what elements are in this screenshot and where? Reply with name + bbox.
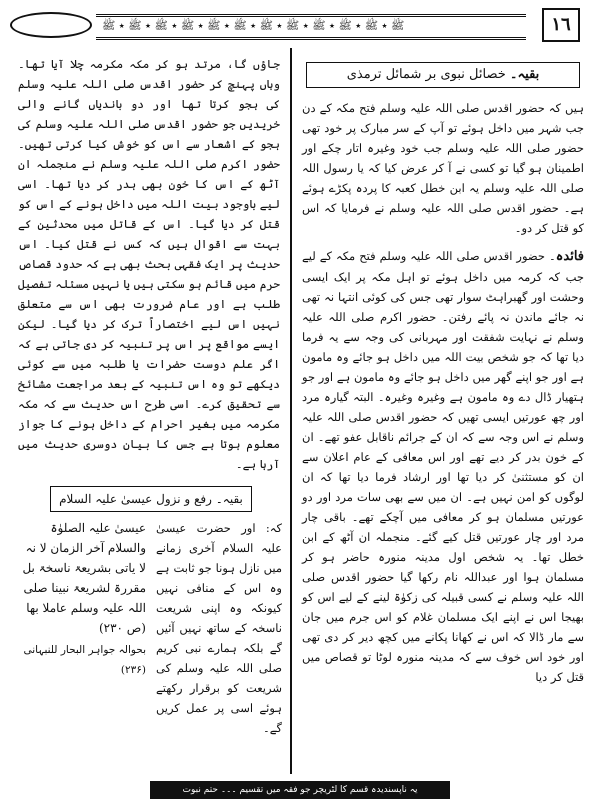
right-paragraph-2: ۔ حضور اقدس صلی اللہ علیہ وسلم فتح مکہ کے لیے جب کہ کرمہ میں داخل ہوئے تو اہل مکہ پر ایک ایسی وحشت اور گھبراہٹ سوار تھی جس کی کوئی انتہا نہ تھی نہ جائے ماندن نہ پائے رفتن۔ حضور اکرم صلی اللہ علیہ وسلم نے نہایت شفقت اور مہربانی کی وجہ سے یہ فرما دیا تھا کہ جو شخص بیت اللہ میں داخل ہو جائے وہ مامون ہے اور جو اپنے گھر میں داخل ہو جائے وہ مامون ہے اور جو ہتھیار ڈال دے وہ مامون ہے وغیرہ وغیرہ۔ البتہ گیارہ مرد اور چھ عورتیں ایسی تھیں کہ حضور اقدس صلی اللہ علیہ وسلم نے اس وجہ سے کہ ان کے جرائم ناقابل عفو تھے۔ ان کے خون بدر کر دیے تھے اور اس معافی کے عام اعلان سے ان کو مستثنیٰ کر دیا تھا اور ارشاد فرما دیا تھا کہ ان لوگوں کو امن نہیں ہے۔ ان میں سے بھی سات مرد اور دو عورتیں مسلمان ہو کر معافی میں آچکے تھے۔ باقی چار مرد اور چار عورتیں قتل کیے گئے۔ منجملہ ان آٹھ کے ابن خطل تھا۔ یہ شخص اول مدینہ منورہ حاضر ہو کر مسلمان ہوا اور عبداللہ نام رکھا گیا حضور اقدس صلی اللہ علیہ وسلم نے کسی قبیلہ کی زکوٰۃ لینے کے لیے اس کو بھیجا اس نے اپنے ایک مسلمان غلام کو اس جرم میں جان سے مار ڈالا کہ اس نے کھانا پکانے میں کچھ دیر کر دی تھی اور خود اس خوف سے کہ مدینہ منورہ لوٹا تو قصاص میں قتل کر دیا (302, 249, 584, 684)
right-column (302, 54, 584, 687)
header-oval-ornament (10, 12, 92, 38)
column-divider (290, 48, 292, 774)
right-box-heading (306, 62, 580, 88)
page-frame (6, 6, 582, 776)
heading-title: خصائل نبوی بر شمائل ترمذی (346, 67, 506, 82)
page-number: ١٦ (542, 8, 580, 42)
bottom-urdu-text: کہ: اور حضرت عیسیٰ علیہ السلام آخری زمانے میں نازل ہونا جو ثابت ہے وہ اس کے منافی نہیں کیونکہ وہ اپنی شریعت ناسخہ کے ساتھ نہیں آئیں گے بلکہ ہمارے نبی کریم صلی اللہ علیہ وسلم کی شریعت کو برقرار رکھتے ہوئے اسی پر عمل کریں گے۔ (156, 521, 282, 735)
arabic-quote: عیسیٰ علیہ الصلوٰۃ والسلام آخر الزمان لا نہ لا یاتی بشریعۃ ناسخۃ بل مقررۃ لشریعۃ نبینا صلی اللہ علیہ وسلم عاملا بھا (ص ۲۳۰) (22, 521, 146, 635)
bottom-arabic-block (16, 518, 146, 680)
left-bottom-section (16, 518, 282, 735)
fawaid-label: فائدہ (555, 249, 584, 264)
footer-banner: یہ ناپسندیدہ قسم کا لٹریچر جو فقہ میں تقسیم ۔۔۔ حتم نبوت (150, 781, 450, 799)
left-column (18, 54, 280, 474)
heading-lead: بقیہ۔ (509, 67, 540, 82)
right-paragraph-1: ہیں کہ حضور اقدس صلی اللہ علیہ وسلم فتح مکہ کے دن جب شہر میں داخل ہوئے تو آپ کے سر مبارک پر خود تھی حضور صلی اللہ علیہ وسلم جب خود وغیرہ اتار چکے اور اطمینان ہو گیا تو کسی نے آ کر عرض کیا کہ یا رسول اللہ صلی اللہ علیہ وسلم یہ ابن خطل کعبہ کا پردہ پکڑے ہوئے ہے۔ حضور اقدس صلی اللہ علیہ وسلم نے فرمایا کہ اس کو قتل کر دو۔ (302, 101, 584, 235)
ornament-text: ﷺ ٭ ﷺ ٭ ﷺ ٭ ﷺ ٭ ﷺ ٭ ﷺ ٭ ﷺ ٭ ﷺ ٭ ﷺ ٭ ﷺ ٭ ﷺ ٭ ﷺ (102, 19, 405, 32)
left-paragraph-1: جاؤں گا، مرتد ہو کر مکہ مکرمہ چلا آیا تھا۔ وہاں پہنچ کر حضور اقدس صلی اللہ علیہ وسلم کی ہجو کرتا تھا اور دو باندیاں گانے والی خریدیں جو حضور اقدس صلی اللہ علیہ وسلم کی ہجو کے اشعار سے اس کو خوش کیا کرتی تھیں۔ حضور اکرم صلی اللہ علیہ وسلم نے منجملہ ان آٹھ کے اس کا خون بھی ہدر کر دیا تھا۔ اسی لیے باوجود بیت اللہ میں داخل ہونے کے اس کو قتل کر دیا گیا۔ اس کے قاتل میں محدثین کے بہت سے اقوال ہیں کہ کس نے قتل کیا۔ اس حدیث پر ایک فقہی بحث بھی ہے کہ حدود قصاص حرم میں قائم ہو سکتی ہیں یا نہیں مسئلہ تفصیل طلب ہے اور عام ضرورت بھی اس سے متعلق نہیں اس لیے اختصاراً ترک کر دیا گیا۔ لیکن ایسے مواقع پر اس پر تنبیہ کر دی جاتی ہے کہ اگر علم دوست حضرات یا طلبہ میں سے کوئی دیکھے تو وہ اس تنبیہ کے بعد مراجعت مشائخ سے تحقیق کرے۔ اسی طرح اس حدیث سے کہ مکہ مکرمہ میں بغیر احرام کے داخل ہونے کا جواز معلوم ہوتا ہے جس کا بیان دوسری حدیث میں آرہا ہے۔ (17, 57, 280, 471)
left-box-heading: بقیہ۔ رفع و نزول عیسیٰ علیہ السلام (50, 486, 252, 512)
right-paragraph-2-wrapper (302, 246, 584, 687)
page-header (6, 6, 582, 42)
reference-citation: بحوالہ جواہر البحار للنبہانی (۲۳۶) (23, 644, 146, 676)
header-ornament-band (96, 14, 526, 40)
